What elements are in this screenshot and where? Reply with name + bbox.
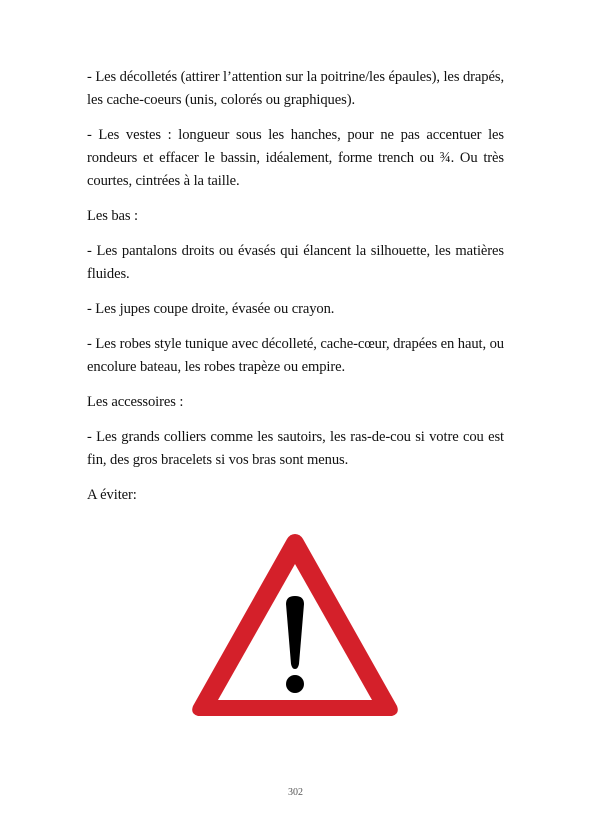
document-body bbox=[87, 66, 504, 519]
warning-sign-figure bbox=[188, 526, 402, 726]
paragraph-decolletes: - Les décolletés (attirer l’attention sur la poitrine/les épaules), les drapés, les cache-coeurs (unis, colorés ou graphiques). bbox=[87, 69, 504, 108]
heading-les-bas: Les bas : bbox=[87, 208, 138, 224]
exclamation-dot bbox=[286, 675, 304, 693]
heading-les-accessoires: Les accessoires : bbox=[87, 394, 184, 410]
paragraph-robes: - Les robes style tunique avec décolleté, cache-cœur, drapées en haut, ou encolure bateau, les robes trapèze ou empire. bbox=[87, 336, 504, 375]
warning-triangle-icon bbox=[188, 526, 402, 726]
heading-a-eviter: A éviter: bbox=[87, 487, 137, 503]
paragraph-pantalons: - Les pantalons droits ou évasés qui élancent la silhouette, les matières fluides. bbox=[87, 243, 504, 282]
page-number: 302 bbox=[288, 787, 303, 798]
paragraph-vestes: - Les vestes : longueur sous les hanches, pour ne pas accentuer les rondeurs et effacer le bassin, idéalement, forme trench ou ¾. Ou très courtes, cintrées à la taille. bbox=[87, 127, 504, 189]
paragraph-colliers: - Les grands colliers comme les sautoirs, les ras-de-cou si votre cou est fin, des gros bracelets si vos bras sont menus. bbox=[87, 429, 504, 468]
paragraph-jupes: - Les jupes coupe droite, évasée ou crayon. bbox=[87, 301, 335, 317]
